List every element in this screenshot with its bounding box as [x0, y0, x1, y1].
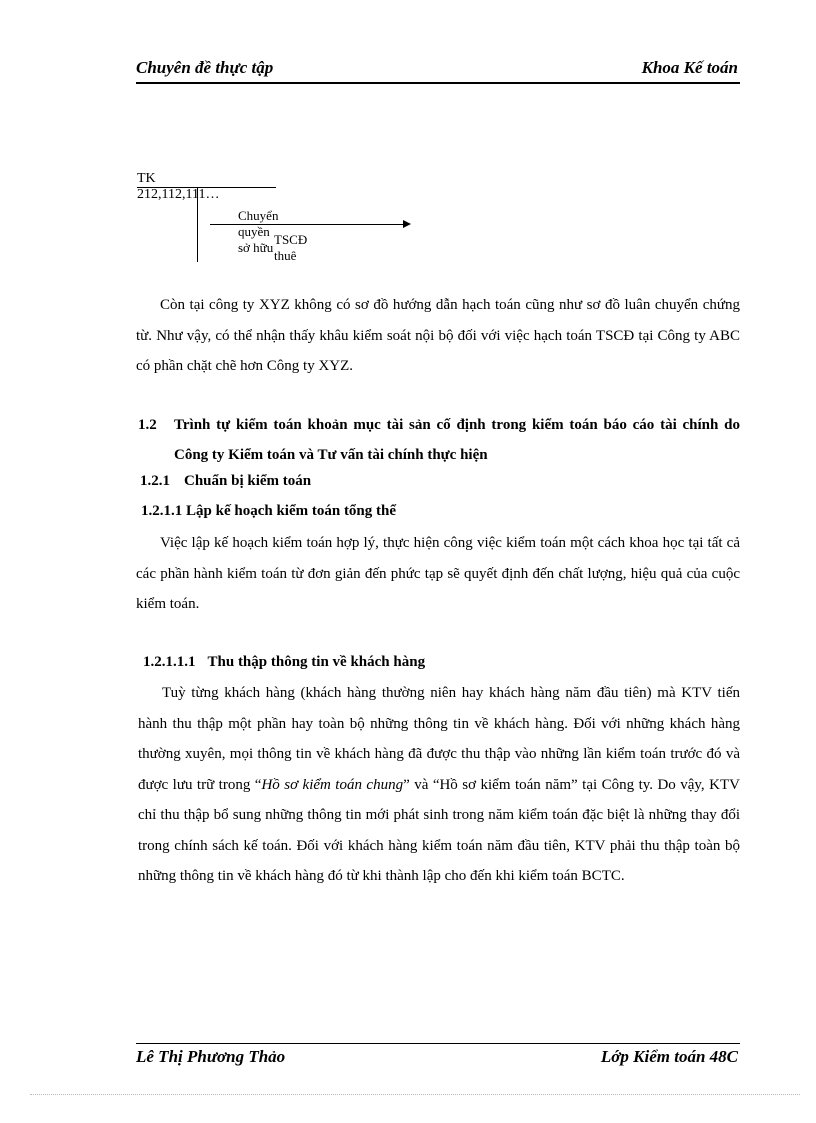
arrow-shaft [210, 224, 404, 225]
account-vertical-line [197, 188, 198, 262]
footer-right-text: Lớp Kiểm toán 48C [600, 1047, 738, 1066]
paragraph-3-part-2: ” và “Hồ sơ kiểm toán năm” tại Công ty. Do vậy, KTV chỉ thu thập bổ sung những thông tin mới phát sinh trong năm kiểm toán đặc biệt là những thay đổi trong chính sách kế toán. Đối với khách hàng kiểm toán năm đầu tiên, KTV phải thu thập toàn bộ những thông tin về khách hàng đó từ khi thành lập cho đến khi kiểm toán BCTC. [138, 776, 740, 884]
paragraph-1: Còn tại công ty XYZ không có sơ đồ hướng dẫn hạch toán cũng như sơ đồ luân chuyển chứng từ. Như vậy, có thể nhận thấy khâu kiểm soát nội bộ đối với việc hạch toán TSCĐ tại Công ty ABC có phần chặt chẽ hơn Công ty XYZ. [136, 297, 740, 374]
paragraph-3-part-1: Tuỳ từng khách hàng (khách hàng thường niên hay khách hàng năm đầu tiên) mà KTV tiến hành thu thập một phần hay toàn bộ những thông tin về khách hàng. Đối với những khách hàng thường xuyên, mọi thông tin về khách hàng đã được thu thập vào những lần kiểm toán trước đó và được lưu trữ trong “ [138, 685, 740, 793]
section-number-1-2-1: 1.2.1 [140, 473, 170, 489]
account-label: TK 212,112,111… [137, 171, 220, 202]
paragraph-3-italic: Hồ sơ kiểm toán chung [261, 776, 404, 793]
account-horizontal-line [137, 187, 276, 188]
page-header [136, 58, 740, 84]
paragraph-3 [138, 678, 740, 892]
page-bottom-dotted-border [30, 1094, 800, 1095]
header-left-text: Chuyên đề thực tập [136, 58, 274, 77]
arrow-label-line2: TSCĐ thuê [274, 232, 308, 263]
section-heading-1-2-1-1: 1.2.1.1 Lập kế hoạch kiểm toán tổng thể [141, 503, 397, 519]
section-number-1-2-1-1-1: 1.2.1.1.1 [143, 654, 196, 670]
section-number-1-2: 1.2 [138, 417, 157, 433]
footer-left-text: Lê Thị Phương Thảo [136, 1047, 286, 1066]
header-right-text: Khoa Kế toán [641, 58, 738, 77]
section-title-1-2-1: Chuẩn bị kiểm toán [184, 473, 312, 489]
section-heading-1-2-1 [140, 469, 311, 493]
page-footer [136, 1043, 740, 1070]
section-heading-1-2-1-1-1 [143, 650, 425, 674]
arrow-label-line1: Chuyển quyền sở hữu [238, 208, 279, 255]
paragraph-2: Việc lập kế hoạch kiểm toán hợp lý, thực hiện công việc kiểm toán một cách khoa học tại tất cả các phần hành kiểm toán từ đơn giản đến phức tạp sẽ quyết định đến chất lượng, hiệu quả của cuộc kiểm toán. [136, 535, 740, 612]
section-title-1-2: Trình tự kiểm toán khoản mục tài sản cố định trong kiểm toán báo cáo tài chính do Công ty Kiểm toán và Tư vấn tài chính thực hiện [174, 417, 740, 463]
section-title-1-2-1-1-1: Thu thập thông tin về khách hàng [207, 654, 426, 670]
arrow-right-icon [403, 220, 411, 228]
